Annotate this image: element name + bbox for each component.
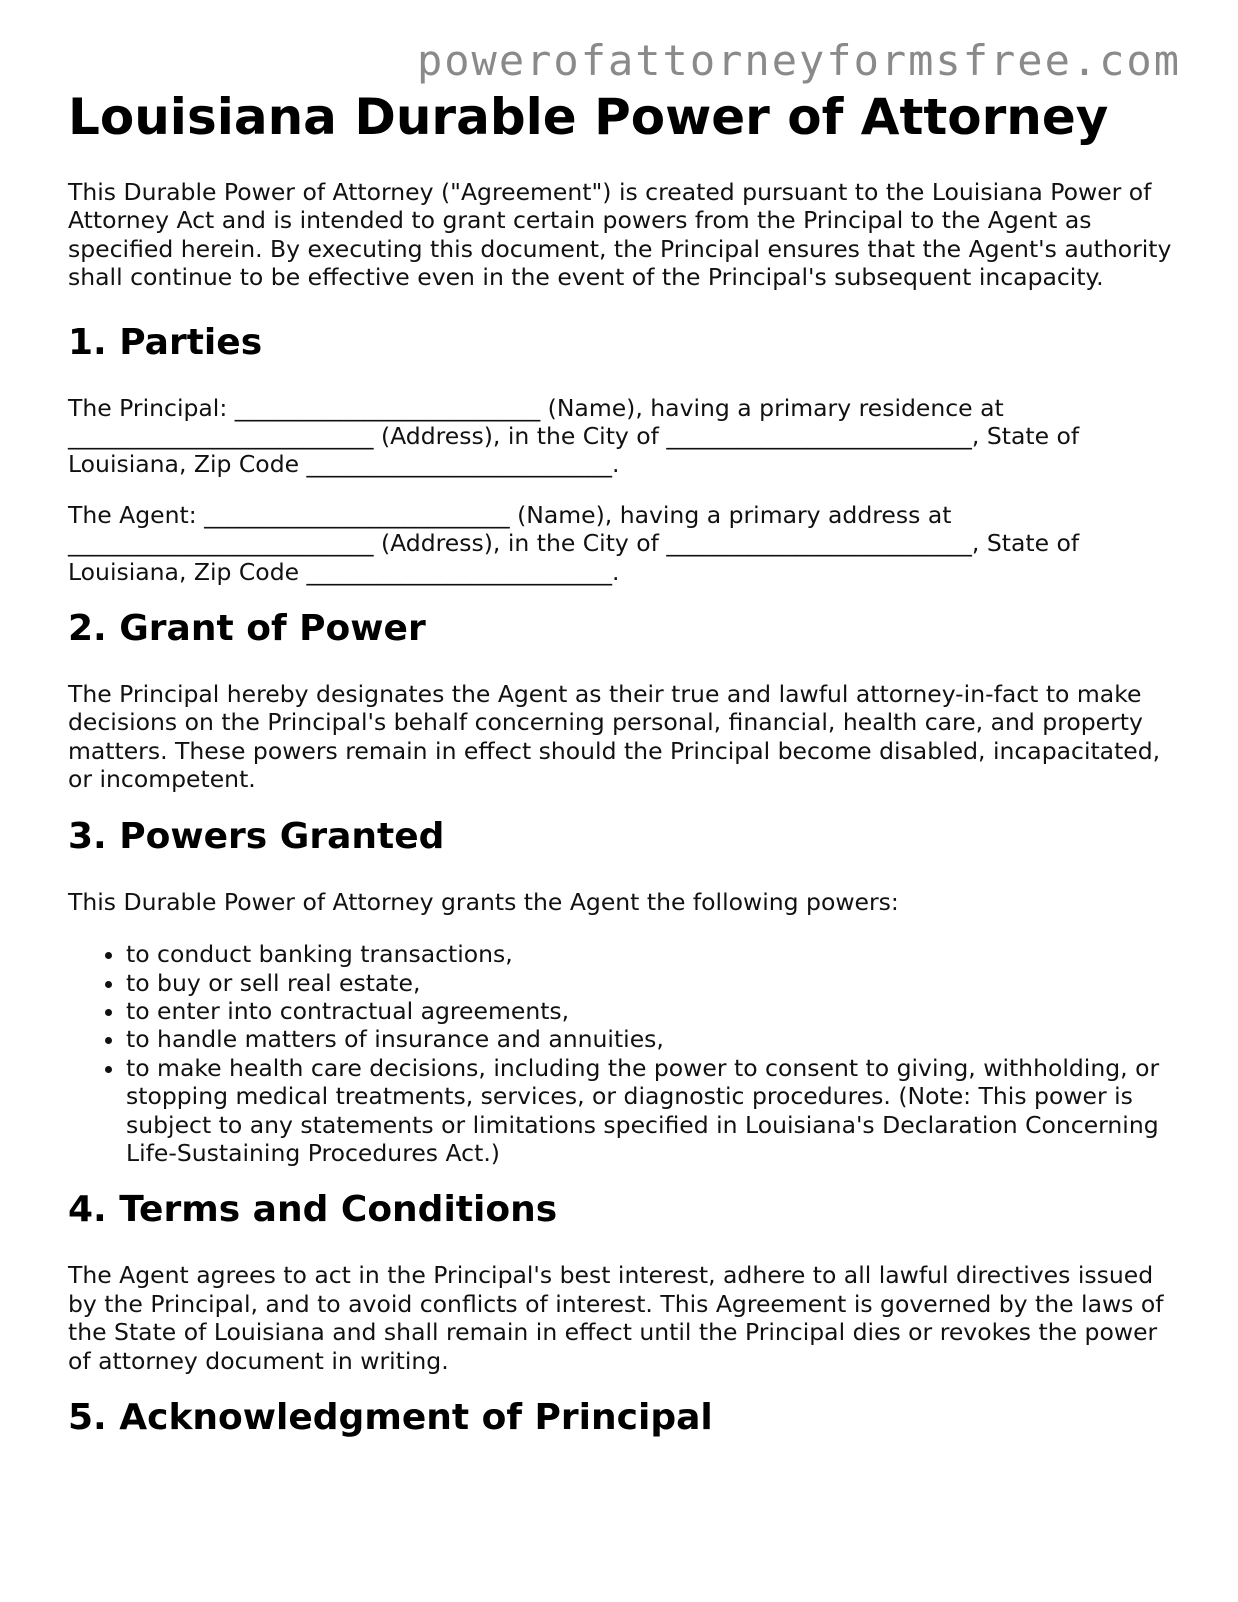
list-item: • to buy or sell real estate, [126,969,1178,997]
list-item: • to enter into contractual agreements, [126,997,1178,1025]
principal-details: The Principal: __________________________ (Name), having a primary residence at __________________________ (Address), in the City of __________________________, State of Louisiana, Zip Code __________________________. [68,393,1080,479]
intro-paragraph: This Durable Power of Attorney ("Agreement") is created pursuant to the Louisiana Power of Attorney Act and is intended to grant certain powers from the Principal to the Agent as specified herein. By executing this document, the Principal ensures that the Agent's authority shall continue to be effective even in the event of the Principal's subsequent incapacity. [68,178,1172,292]
section-heading-grant: 2. Grant of Power [68,608,426,650]
section-heading-terms: 4. Terms and Conditions [68,1189,558,1231]
list-item: • to handle matters of insurance and annuities, [126,1025,1178,1053]
list-item: • to conduct banking transactions, [126,940,1178,968]
section-heading-powers: 3. Powers Granted [68,815,445,857]
powers-intro: This Durable Power of Attorney grants the Agent the following powers: [68,887,899,916]
section-heading-acknowledgment: 5. Acknowledgment of Principal [68,1396,713,1438]
document-page [68,88,1178,1439]
grant-paragraph: The Principal hereby designates the Agent as their true and lawful attorney-in-fact to make decisions on the Principal's behalf concerning personal, financial, health care, and property matters. These powers remain in effect should the Principal become disabled, incapacitated, or incompetent. [68,680,1161,794]
document-title: Louisiana Durable Power of Attorney [68,88,1109,146]
watermark: powerofattorneyformsfree.com [416,36,1181,85]
terms-paragraph: The Agent agrees to act in the Principal's best interest, adhere to all lawful directives issued by the Principal, and to avoid conflicts of interest. This Agreement is governed by the laws of the State of Louisiana and shall remain in effect until the Principal dies or revokes the power of attorney document in writing. [68,1261,1164,1375]
powers-list [68,940,1178,1167]
list-item: • to make health care decisions, including the power to consent to giving, withholding, or stopping medical treatments, services, or diagnostic procedures. (Note: This power is subject to any statements or limitations specified in Louisiana's Declaration Concerning Life-Sustaining Procedures Act.) [126,1054,1178,1168]
agent-details: The Agent: __________________________ (Name), having a primary address at __________________________ (Address), in the City of __________________________, State of Louisiana, Zip Code __________________________. [68,500,1080,586]
section-heading-parties: 1. Parties [68,321,263,363]
